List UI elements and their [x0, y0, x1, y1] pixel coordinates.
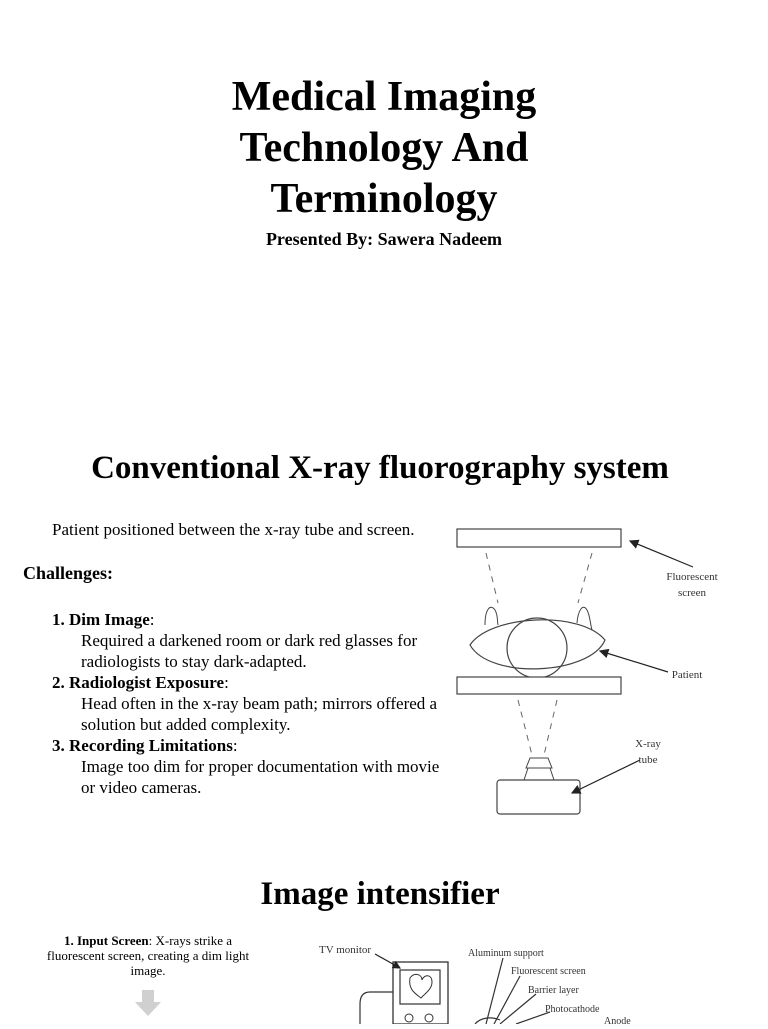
label-fluorescent: Fluorescent	[666, 571, 718, 583]
label-barrier-layer: Barrier layer	[528, 985, 579, 996]
challenges-list	[52, 609, 442, 798]
down-arrow-icon	[134, 990, 162, 1018]
label-patient: Patient	[671, 669, 703, 681]
section-heading-fluorography: Conventional X-ray fluorography system	[91, 450, 669, 486]
fluorescent-screen-shape	[457, 529, 621, 547]
label-screen: screen	[677, 587, 707, 599]
step-term: 1. Input Screen	[63, 933, 149, 948]
item-number: 2.	[52, 673, 65, 692]
patient-table-shape	[457, 677, 621, 694]
list-item: 2. Radiologist Exposure: Head often in the x-ray beam path; mirrors offered a solution but added complexity.	[52, 672, 442, 735]
item-term: Recording Limitations	[69, 736, 233, 755]
list-item: 3. Recording Limitations: Image too dim for proper documentation with movie or video cameras.	[52, 735, 442, 798]
item-description: Head often in the x-ray beam path; mirrors offered a solution but added complexity.	[81, 694, 438, 734]
label-aluminum-support: Aluminum support	[468, 948, 544, 959]
challenges-label: Challenges:	[23, 563, 113, 583]
title-line-3: Terminology	[270, 176, 498, 222]
item-term: Dim Image	[69, 610, 150, 629]
label-tube: tube	[638, 754, 658, 766]
item-number: 1.	[52, 610, 65, 629]
page-title	[0, 72, 768, 225]
patient-shape	[470, 620, 605, 669]
intensifier-diagram	[310, 940, 650, 1024]
item-term: Radiologist Exposure	[69, 673, 225, 692]
xray-tube-shape	[497, 780, 580, 814]
label-photocathode: Photocathode	[545, 1004, 600, 1015]
fluorography-diagram	[440, 515, 740, 825]
item-description: Image too dim for proper documentation with movie or video cameras.	[81, 757, 440, 797]
title-line-1: Medical Imaging	[231, 74, 537, 120]
label-tv-monitor: TV monitor	[319, 944, 372, 956]
label-anode: Anode	[604, 1016, 631, 1024]
title-line-2: Technology And	[239, 125, 529, 171]
label-fluorescent-screen: Fluorescent screen	[511, 966, 586, 977]
intro-text: Patient positioned between the x-ray tube and screen.	[52, 520, 415, 539]
fluorography-svg	[440, 515, 740, 825]
intensifier-svg	[310, 940, 650, 1024]
step-description: : X-rays strike a fluorescent screen, creating a dim light image.	[46, 933, 250, 978]
item-number: 3.	[52, 736, 65, 755]
list-item: 1. Dim Image: Required a darkened room or dark red glasses for radiologists to stay dark-adapted.	[52, 609, 442, 672]
item-description: Required a darkened room or dark red glasses for radiologists to stay dark-adapted.	[81, 631, 418, 671]
label-xray: X-ray	[635, 738, 661, 750]
presenter-line: Presented By: Sawera Nadeem	[265, 229, 503, 249]
section-heading-intensifier: Image intensifier	[260, 876, 500, 912]
step-input-screen	[38, 933, 258, 978]
